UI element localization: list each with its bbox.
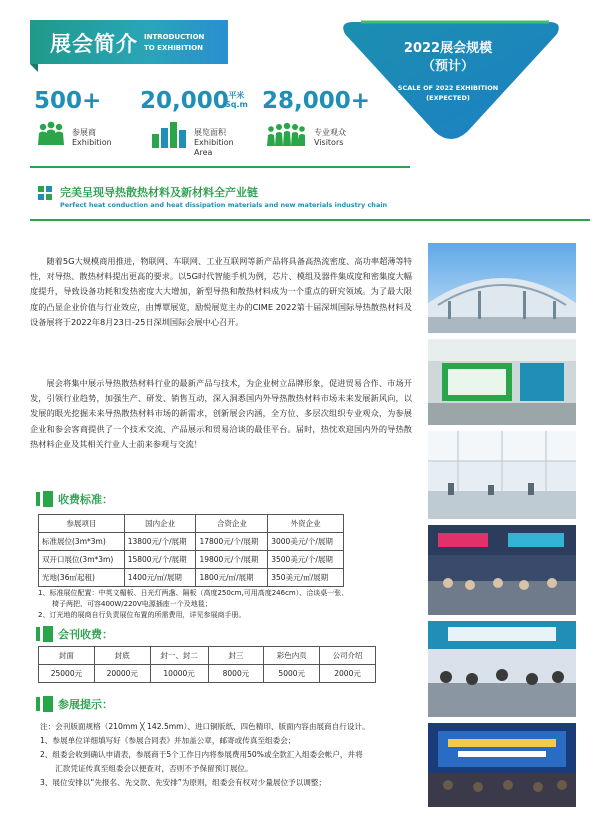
- stat-area-unit: [225, 91, 248, 109]
- table-cell: 光地(36㎡起租): [39, 569, 125, 587]
- scale-en-line2: (EXPECTED): [426, 94, 470, 102]
- intro-title: 展会简介: [50, 32, 138, 56]
- fees-table: [38, 514, 344, 587]
- table-row: [39, 569, 344, 587]
- table-cell: 15800元/个/展期: [124, 551, 196, 569]
- table-header: 封面: [39, 647, 95, 665]
- table-cell: 5000元: [264, 665, 320, 683]
- tip-line: 汇款凭证传真至组委会以便查对，否则不予保留预订展位。: [40, 764, 253, 773]
- photo-exhibition-entrance: [428, 339, 576, 425]
- table-cell: 1800元/㎡/展期: [196, 569, 268, 587]
- crowd-icon: [266, 122, 306, 148]
- photo-event-stage: [428, 723, 576, 807]
- table-header: 国内企业: [124, 515, 196, 533]
- intro-paragraph-1: 随着5G大规模商用推进，物联网、车联网、工业互联网等新产品将具备高热流密度、高功率超薄等特性，对导热、散热材料提出更高的要求。以5G时代智能手机为例，芯片、模组及器件集成度和密集度大幅度提升，导致设备功耗和发热密度大大增加，新型导热和散热材料成为一个重点的研究领域。为了最大限度的凸显企业价值与行业效应，由博覃展览，励悦展览主办的CIME 2022第十届深圳国际导热散热材料及设备展将于2022年8月23日-25日深圳国际会展中心召开。: [30, 256, 412, 327]
- stat-value: 20,000: [140, 88, 229, 114]
- table-cell: 1400元/㎡/展期: [124, 569, 196, 587]
- stat-exhibitors-label: [72, 128, 112, 148]
- chain-divider: [30, 219, 590, 221]
- table-header: 合资企业: [196, 515, 268, 533]
- table-cell: 17800元/个/展期: [196, 533, 268, 551]
- table-header: 封三: [208, 647, 264, 665]
- table-cell: 20000元: [94, 665, 150, 683]
- stat-visitors-label: [314, 128, 346, 148]
- stat-value: 28,000+: [262, 88, 371, 114]
- section-box: [43, 491, 53, 507]
- label-line3: Area: [194, 148, 213, 157]
- table-cell: 8000元: [208, 665, 264, 683]
- section-box: [43, 696, 53, 712]
- scale-title-line2: （预计）: [421, 59, 474, 74]
- note-line: 2、订光地的展商自行负责展位布置的所需费用，详见参展商手册。: [38, 611, 246, 619]
- table-header: 封一、封二: [150, 647, 208, 665]
- stat-area: [140, 88, 229, 114]
- photo-exhibition-hall: [428, 431, 576, 519]
- unit-line2: Sq.m: [225, 100, 248, 109]
- table-cell: 双开口展位(3m*3m): [39, 551, 125, 569]
- stat-visitors: [262, 88, 370, 114]
- journal-table: [38, 646, 376, 683]
- tip-line: 3、展位安排以“先报名、先交款、先安排”为原则，组委会有权对少量展位予以调整；: [40, 778, 327, 787]
- fees-title: 收费标准：: [58, 493, 113, 506]
- label-line1: 展览面积: [194, 128, 226, 137]
- section-bar: [36, 627, 40, 641]
- label-line2: Exhibition: [72, 138, 112, 147]
- table-row: [39, 551, 344, 569]
- stat-exhibitors: [34, 88, 101, 114]
- unit-line1: 平米: [228, 91, 245, 100]
- label-line2: Exhibition: [194, 138, 234, 147]
- chain-title-en: Perfect heat conduction and heat dissipation materials and new materials industry chain: [60, 201, 388, 209]
- intro-title-en: [144, 32, 204, 54]
- table-cell: 19800元/个/展期: [196, 551, 268, 569]
- scale-banner-shape: [335, 20, 567, 142]
- tips-list: [40, 720, 414, 790]
- table-cell: 10000元: [150, 665, 208, 683]
- table-cell: 2000元: [320, 665, 376, 683]
- section-bar: [36, 492, 40, 506]
- intro-paragraph-2: 展会将集中展示导热散热材料行业的最新产品与技术，为企业树立品牌形象，促进贸易合作、市场开发，引领行业趋势，加强生产、研发、销售互动，深入洞悉国内外导热散热材料市场未来发展新风向，以发展的眼光挖掘未来导热散热材料市场的新需求，创新展会内涵，全方位、多层次组织专业观众，为参展企业和参会客商提供了一个技术交流、产品展示和贸易洽谈的最佳平台。届时，热忱欢迎国内外的导热散热材料企业及其相关行业人士前来参观与交流！: [30, 378, 412, 449]
- table-header: 外资企业: [268, 515, 344, 533]
- note-line: 1、标准展位配置：中英文楣板、日光灯两盏、隔板（高度250cm,可用高度246cm）、洽谈桌一张、: [38, 589, 349, 597]
- table-cell: 350美元/㎡/展期: [268, 569, 344, 587]
- scale-title-en: [380, 83, 516, 103]
- table-row: [39, 665, 376, 683]
- tip-line: 2、组委会收到确认申请表，参展商于5个工作日内将参展费用50%或全款汇入组委会帐户，并将: [40, 750, 363, 759]
- tips-title: 参展提示：: [58, 698, 113, 711]
- table-header: 封底: [94, 647, 150, 665]
- table-header: 参展项目: [39, 515, 125, 533]
- table-header-row: [39, 515, 344, 533]
- table-header: 公司介绍: [320, 647, 376, 665]
- section-divider: [30, 166, 410, 168]
- scale-title: [380, 40, 516, 76]
- table-cell: 13800元/个/展期: [124, 533, 196, 551]
- scale-en-line1: SCALE OF 2022 EXHIBITION: [397, 84, 499, 92]
- label-line1: 参展商: [72, 128, 96, 137]
- area-chart-icon: [152, 120, 188, 148]
- photo-visitors: [428, 621, 576, 717]
- label-line2: Visitors: [314, 138, 344, 147]
- intro-en-line2: TO EXHIBITION: [144, 44, 203, 52]
- table-row: [39, 533, 344, 551]
- table-header-row: [39, 647, 376, 665]
- photo-venue-exterior: [428, 243, 576, 333]
- section-box: [43, 626, 53, 642]
- stat-value: 500+: [34, 88, 102, 114]
- note-line: 椅子两把、可容400W/220V电源插座一个及地毯；: [38, 600, 212, 608]
- journal-title: 会刊收费：: [58, 628, 113, 641]
- label-line1: 专业观众: [314, 128, 346, 137]
- tip-line: 注：会刊版面规格（210mm ╳ 142.5mm）、进口铜版纸、四色精印、版面内容由展商自行设计。: [40, 722, 370, 731]
- section-marker-icon: [38, 186, 52, 200]
- table-cell: 3000美元/个/展期: [268, 533, 344, 551]
- photo-booth-crowd: [428, 525, 576, 615]
- table-cell: 3500美元/个/展期: [268, 551, 344, 569]
- intro-en-line1: INTRODUCTION: [144, 33, 205, 41]
- section-bar: [36, 697, 40, 711]
- people-group-icon: [36, 121, 66, 147]
- table-cell: 标准展位(3m*3m): [39, 533, 125, 551]
- scale-title-line1: 2022展会规模: [403, 41, 493, 56]
- chain-title: 完美呈现导热散热材料及新材料全产业链: [60, 186, 258, 199]
- table-header: 彩色内页: [264, 647, 320, 665]
- stat-area-label: [194, 128, 234, 158]
- fees-notes: [38, 588, 412, 621]
- tip-line: 1、参展单位详细填写好《参展合同表》并加盖公章，邮寄或传真至组委会；: [40, 736, 296, 745]
- table-cell: 25000元: [39, 665, 95, 683]
